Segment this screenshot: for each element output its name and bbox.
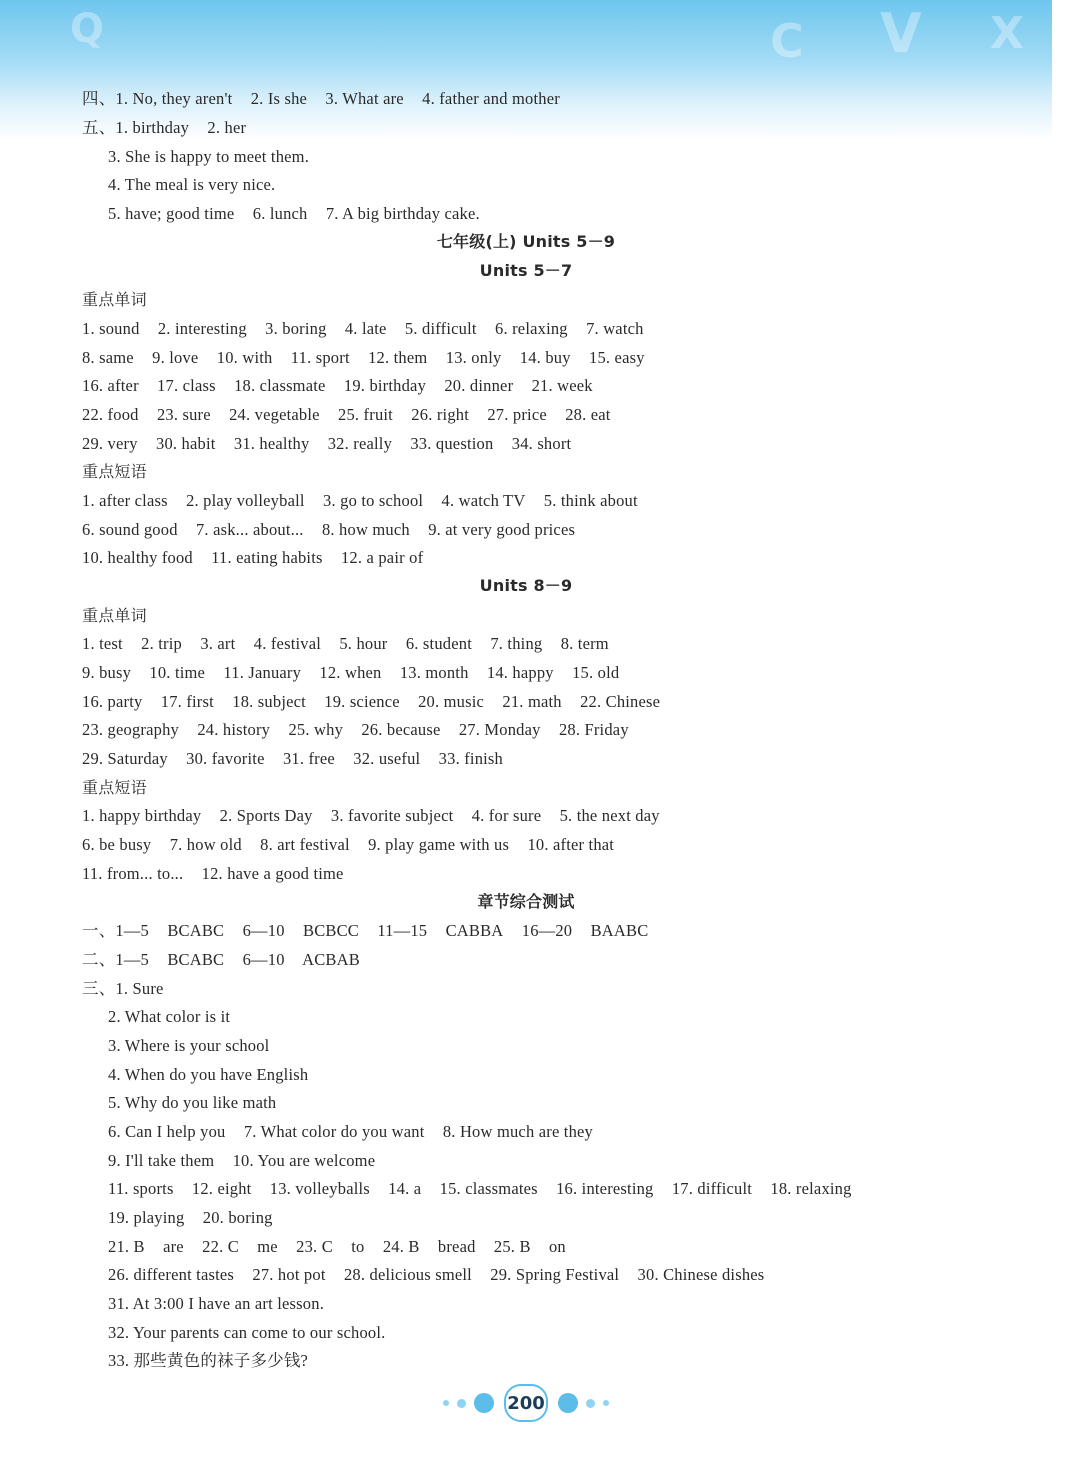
test-part3-row-6: [108, 1119, 593, 1145]
word-item: 3. boring: [265, 319, 327, 338]
test-part3-row-14: [108, 1348, 308, 1374]
decor-dot: [457, 1399, 466, 1408]
answer-item: 23. C: [296, 1237, 333, 1256]
phrase-item: 10. healthy food: [82, 548, 193, 567]
answer-item: 3. Where is your school: [108, 1036, 270, 1055]
answer-item: 16—20: [521, 921, 573, 940]
units89-words-label: 重点单词: [82, 606, 147, 625]
answer-item: 2. What color is it: [108, 1007, 231, 1026]
answer-item: 4. The meal is very nice.: [108, 175, 276, 194]
test-part3-row-11: [108, 1262, 764, 1288]
answer-item: 16. interesting: [556, 1179, 654, 1198]
units89-phrases-row-1: [82, 803, 660, 829]
section5-row-4: [108, 201, 480, 227]
word-item: 23. geography: [82, 720, 179, 739]
section4-row: [82, 86, 560, 112]
decor-dot: [474, 1393, 494, 1413]
word-item: 21. math: [502, 692, 562, 711]
units57-phrases-row-3: [82, 545, 423, 571]
word-item: 4. festival: [253, 634, 322, 653]
answer-item: to: [351, 1237, 365, 1256]
decor-letter-x: X: [990, 8, 1024, 59]
word-item: 13. month: [399, 663, 469, 682]
word-item: 34. short: [511, 434, 572, 453]
test-part3-row-5: [108, 1090, 276, 1116]
word-item: 27. price: [487, 405, 547, 424]
word-item: 12. them: [368, 348, 428, 367]
word-item: 31. healthy: [233, 434, 310, 453]
unit-title: 七年级(上) Units 5－9: [436, 232, 616, 251]
word-item: 13. only: [445, 348, 502, 367]
answer-item: 2. Is she: [250, 89, 308, 108]
answer-item: 7. A big birthday cake.: [325, 204, 480, 223]
word-item: 20. music: [418, 692, 485, 711]
phrase-item: 10. after that: [527, 835, 615, 854]
units89-phrases-label: 重点短语: [82, 778, 147, 797]
word-item: 3. art: [200, 634, 236, 653]
answer-item: 5. Why do you like math: [108, 1093, 277, 1112]
word-item: 15. easy: [589, 348, 645, 367]
test-part3-row-12: [108, 1291, 324, 1317]
answer-item: 7. What color do you want: [243, 1122, 425, 1141]
phrase-item: 6. sound good: [82, 520, 178, 539]
units57-words-row-5: [82, 431, 571, 457]
word-item: 26. because: [361, 720, 441, 739]
word-item: 5. hour: [339, 634, 388, 653]
answer-item: 6—10: [242, 950, 285, 969]
answer-item: 8. How much are they: [442, 1122, 594, 1141]
answer-item: 18. relaxing: [770, 1179, 852, 1198]
units89-words-row-4: [82, 717, 629, 743]
answer-item: 10. You are welcome: [232, 1151, 376, 1170]
word-item: 17. first: [160, 692, 214, 711]
answer-item: 26. different tastes: [108, 1265, 235, 1284]
units89-words-row-1: [82, 631, 609, 657]
answer-item: 17. difficult: [671, 1179, 753, 1198]
test-title: 章节综合测试: [477, 892, 575, 911]
word-item: 28. Friday: [558, 720, 629, 739]
answer-item: 22. C: [202, 1237, 239, 1256]
page-footer: [0, 1383, 1052, 1423]
answer-item: 11—15: [377, 921, 428, 940]
phrase-item: 7. how old: [169, 835, 242, 854]
answer-item: 24. B: [382, 1237, 420, 1256]
units57-phrases-row-1: [82, 488, 638, 514]
units89-words-row-5: [82, 746, 503, 772]
answer-item: 3. What are: [325, 89, 404, 108]
phrase-item: 4. watch TV: [441, 491, 526, 510]
answer-item: 9. I'll take them: [108, 1151, 215, 1170]
answer-item: BCABC: [167, 950, 225, 969]
word-item: 19. science: [324, 692, 400, 711]
answer-item: BCBCC: [302, 921, 360, 940]
word-item: 25. fruit: [338, 405, 393, 424]
phrase-item: 8. how much: [321, 520, 410, 539]
word-item: 5. difficult: [404, 319, 477, 338]
answer-item: 28. delicious smell: [343, 1265, 472, 1284]
answer-item: 四、1. No, they aren't: [82, 89, 233, 108]
test-part3-row-9: [108, 1205, 273, 1231]
answer-item: 6. lunch: [252, 204, 308, 223]
answer-item: 2. her: [207, 118, 247, 137]
phrase-item: 5. the next day: [559, 806, 660, 825]
test-part1-row: [82, 918, 648, 944]
answer-item: 五、1. birthday: [82, 118, 190, 137]
phrase-item: 2. play volleyball: [186, 491, 305, 510]
units89-phrases-row-3: [82, 861, 344, 887]
word-item: 2. trip: [141, 634, 182, 653]
word-item: 15. old: [572, 663, 620, 682]
word-item: 20. dinner: [444, 376, 514, 395]
phrase-item: 11. from... to...: [82, 864, 184, 883]
answer-item: 30. Chinese dishes: [637, 1265, 765, 1284]
answer-item: on: [548, 1237, 566, 1256]
page-number: 200: [504, 1384, 548, 1422]
answer-item: 5. have; good time: [108, 204, 235, 223]
word-item: 18. subject: [232, 692, 306, 711]
answer-item: me: [257, 1237, 278, 1256]
answer-item: CABBA: [445, 921, 504, 940]
answer-item: 29. Spring Festival: [490, 1265, 620, 1284]
answer-item: 14. a: [388, 1179, 422, 1198]
answer-item: 25. B: [493, 1237, 531, 1256]
word-item: 7. watch: [586, 319, 644, 338]
units57-words-row-3: [82, 373, 593, 399]
word-item: 24. history: [197, 720, 271, 739]
units57-words-row-2: [82, 345, 645, 371]
word-item: 16. after: [82, 376, 139, 395]
word-item: 33. finish: [438, 749, 504, 768]
test-part3-row-8: [108, 1176, 852, 1202]
word-item: 9. love: [152, 348, 199, 367]
word-item: 11. January: [223, 663, 302, 682]
word-item: 6. relaxing: [495, 319, 568, 338]
test-part3-row-13: [108, 1320, 385, 1346]
decor-letter-v: V: [880, 2, 922, 65]
word-item: 22. Chinese: [580, 692, 661, 711]
units57-words-label: 重点单词: [82, 290, 147, 309]
units57-title: Units 5－7: [479, 261, 573, 280]
phrase-item: 9. at very good prices: [428, 520, 576, 539]
word-item: 31. free: [282, 749, 335, 768]
answer-item: 21. B: [108, 1237, 145, 1256]
answer-item: 3. She is happy to meet them.: [108, 147, 310, 166]
word-item: 27. Monday: [458, 720, 541, 739]
decor-dot: [586, 1399, 595, 1408]
phrase-item: 9. play game with us: [368, 835, 510, 854]
word-item: 32. really: [327, 434, 393, 453]
word-item: 4. late: [344, 319, 387, 338]
word-item: 29. very: [82, 434, 138, 453]
test-part2-row: [82, 947, 360, 973]
word-item: 23. sure: [156, 405, 211, 424]
test-part3-row-2: [108, 1004, 230, 1030]
word-item: 1. test: [82, 634, 123, 653]
word-item: 21. week: [531, 376, 593, 395]
answer-item: 二、1—5: [82, 950, 149, 969]
word-item: 8. term: [560, 634, 609, 653]
decor-letter-q: Q: [70, 6, 105, 52]
word-item: 25. why: [288, 720, 344, 739]
word-item: 14. buy: [519, 348, 571, 367]
units89-title: Units 8－9: [479, 576, 573, 595]
phrase-item: 12. have a good time: [201, 864, 344, 883]
word-item: 17. class: [157, 376, 216, 395]
answer-item: 15. classmates: [439, 1179, 538, 1198]
word-item: 30. favorite: [186, 749, 265, 768]
section5-row-1: [82, 115, 246, 141]
answer-item: ACBAB: [302, 950, 360, 969]
test-part3-row-1: [82, 976, 164, 1002]
answer-item: 三、1. Sure: [82, 979, 164, 998]
section5-row-2: [108, 144, 309, 170]
answer-item: 27. hot pot: [252, 1265, 326, 1284]
section5-row-3: [108, 172, 275, 198]
word-item: 2. interesting: [157, 319, 247, 338]
decor-letter-c: C: [770, 14, 804, 68]
answer-item: 19. playing: [108, 1208, 185, 1227]
answer-item: 4. father and mother: [422, 89, 560, 108]
answer-item: 11. sports: [108, 1179, 174, 1198]
phrase-item: 4. for sure: [471, 806, 542, 825]
answer-item: 20. boring: [202, 1208, 273, 1227]
phrase-item: 1. after class: [82, 491, 168, 510]
word-item: 32. useful: [353, 749, 421, 768]
decor-dot: [558, 1393, 578, 1413]
phrase-item: 12. a pair of: [340, 548, 424, 567]
word-item: 10. time: [149, 663, 206, 682]
word-item: 19. birthday: [343, 376, 427, 395]
phrase-item: 7. ask... about...: [195, 520, 304, 539]
word-item: 28. eat: [565, 405, 611, 424]
phrase-item: 8. art festival: [260, 835, 350, 854]
answer-item: BAABC: [590, 921, 649, 940]
decor-dot: [603, 1400, 609, 1406]
word-item: 16. party: [82, 692, 143, 711]
test-part3-row-7: [108, 1148, 375, 1174]
word-item: 9. busy: [82, 663, 132, 682]
phrase-item: 3. go to school: [323, 491, 424, 510]
word-item: 7. thing: [490, 634, 543, 653]
phrase-item: 1. happy birthday: [82, 806, 202, 825]
decor-dot: [443, 1400, 449, 1406]
test-part3-row-3: [108, 1033, 269, 1059]
phrase-item: 6. be busy: [82, 835, 152, 854]
answer-item: 32. Your parents can come to our school.: [108, 1323, 386, 1342]
answer-item: 一、1—5: [82, 921, 149, 940]
answer-item: 13. volleyballs: [269, 1179, 370, 1198]
units89-words-row-3: [82, 689, 660, 715]
phrase-item: 11. eating habits: [211, 548, 323, 567]
word-item: 33. question: [410, 434, 494, 453]
answer-item: 12. eight: [191, 1179, 252, 1198]
answer-item: 4. When do you have English: [108, 1065, 309, 1084]
phrase-item: 2. Sports Day: [219, 806, 313, 825]
word-item: 12. when: [319, 663, 382, 682]
word-item: 14. happy: [486, 663, 554, 682]
units57-phrases-label: 重点短语: [82, 462, 147, 481]
units57-words-row-1: [82, 316, 644, 342]
word-item: 10. with: [216, 348, 273, 367]
test-part3-row-4: [108, 1062, 308, 1088]
word-item: 22. food: [82, 405, 139, 424]
word-item: 8. same: [82, 348, 134, 367]
units57-phrases-row-2: [82, 517, 575, 543]
units89-phrases-row-2: [82, 832, 614, 858]
phrase-item: 5. think about: [543, 491, 638, 510]
word-item: 29. Saturday: [82, 749, 168, 768]
units57-words-row-4: [82, 402, 611, 428]
word-item: 24. vegetable: [229, 405, 320, 424]
word-item: 11. sport: [290, 348, 350, 367]
answer-item: bread: [437, 1237, 476, 1256]
word-item: 1. sound: [82, 319, 140, 338]
answer-item: BCABC: [167, 921, 225, 940]
word-item: 30. habit: [156, 434, 216, 453]
phrase-item: 3. favorite subject: [330, 806, 454, 825]
word-item: 26. right: [411, 405, 470, 424]
answer-item: 33. 那些黄色的袜子多少钱?: [108, 1351, 309, 1370]
units89-words-row-2: [82, 660, 619, 686]
answer-item: are: [163, 1237, 184, 1256]
word-item: 18. classmate: [234, 376, 326, 395]
answer-item: 6—10: [242, 921, 285, 940]
test-part3-row-10: [108, 1234, 566, 1260]
answer-item: 6. Can I help you: [108, 1122, 226, 1141]
word-item: 6. student: [405, 634, 472, 653]
answer-item: 31. At 3:00 I have an art lesson.: [108, 1294, 325, 1313]
